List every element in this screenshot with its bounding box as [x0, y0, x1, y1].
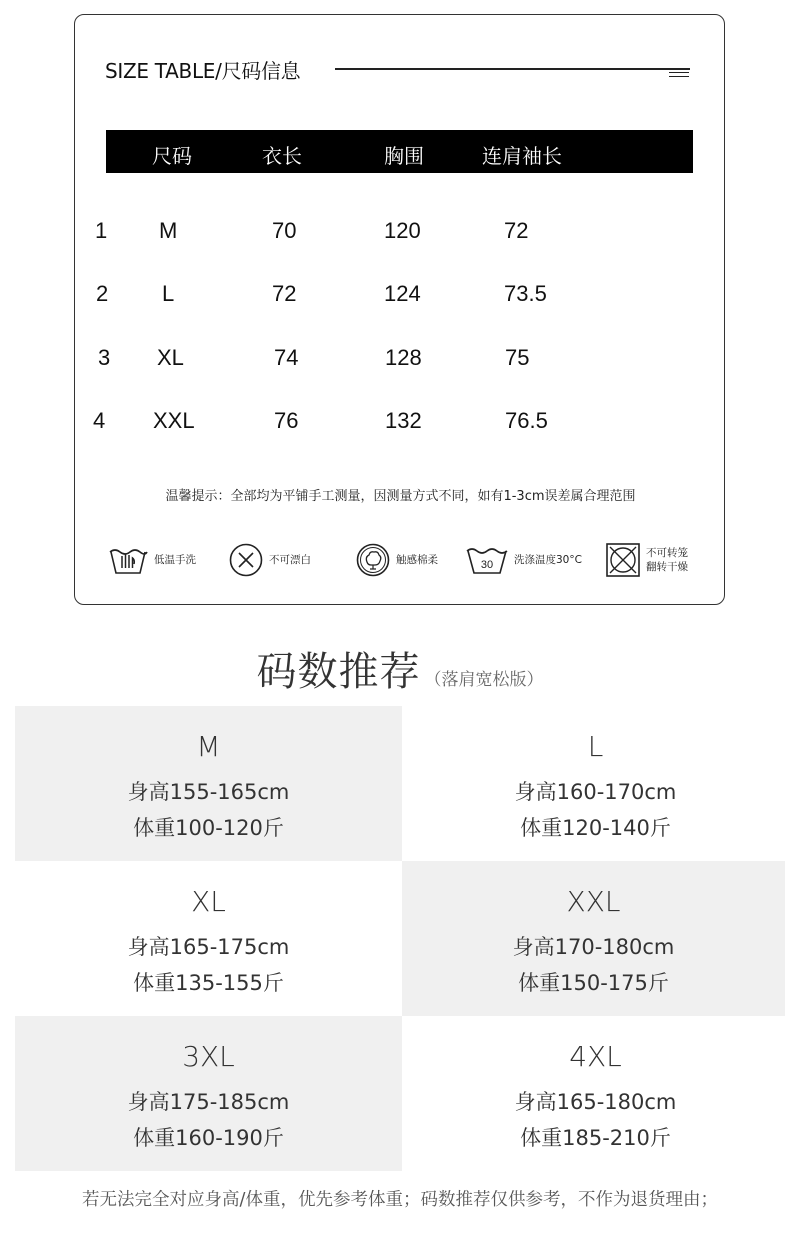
no-bleach-icon — [228, 542, 264, 578]
height-range: 身高165-175cm — [127, 935, 290, 959]
size-card-l — [402, 706, 789, 861]
size-table-title: SIZE TABLE/尺码信息 — [105, 59, 301, 83]
weight-range: 体重150-175斤 — [518, 971, 669, 995]
size-label: M — [196, 730, 221, 763]
table-header — [106, 130, 693, 173]
weight-range: 体重160-190斤 — [133, 1126, 284, 1150]
care-label: 洗涤温度30°C — [514, 554, 582, 566]
size-card-3xl — [15, 1016, 402, 1171]
size-label: XL — [191, 885, 226, 918]
recommendation-subtitle: （落肩宽松版） — [424, 670, 544, 690]
height-range: 身高170-180cm — [512, 935, 675, 959]
weight-range: 体重120-140斤 — [520, 816, 671, 840]
row-index: 2 — [96, 281, 109, 306]
header-length: 衣长 — [262, 144, 302, 168]
row-chest: 128 — [385, 345, 422, 370]
row-index: 4 — [93, 408, 106, 433]
size-card-xl — [15, 861, 402, 1016]
row-sleeve: 73.5 — [504, 281, 547, 306]
weight-range: 体重135-155斤 — [133, 971, 284, 995]
care-hand-wash — [107, 540, 196, 580]
table-row — [75, 218, 726, 258]
row-sleeve: 76.5 — [505, 408, 548, 433]
table-row — [75, 345, 726, 385]
care-instructions — [75, 540, 726, 580]
height-range: 身高155-165cm — [127, 780, 290, 804]
care-label: 不可漂白 — [269, 554, 311, 566]
size-label: XXL — [566, 885, 621, 918]
row-size: M — [159, 218, 178, 243]
table-row — [75, 408, 726, 448]
row-chest: 120 — [384, 218, 421, 243]
size-card-4xl — [402, 1016, 789, 1171]
title-divider — [335, 68, 690, 70]
wash-temp-badge: 30 — [480, 559, 494, 571]
row-index: 1 — [95, 218, 108, 243]
no-tumble-dry-icon — [605, 542, 641, 578]
care-no-tumble-dry — [605, 540, 688, 580]
header-size: 尺码 — [152, 144, 192, 168]
row-length: 74 — [274, 345, 299, 370]
row-chest: 124 — [384, 281, 421, 306]
size-card-xxl — [402, 861, 785, 1016]
size-card-m — [15, 706, 402, 861]
care-label-line2: 翻转干燥 — [646, 561, 688, 573]
row-sleeve: 75 — [505, 345, 530, 370]
care-cotton — [355, 540, 438, 580]
size-label: 4XL — [569, 1040, 622, 1073]
measurement-note: 温馨提示：全部均为平铺手工测量，因测量方式不同，如有1-3cm误差属合理范围 — [165, 489, 636, 504]
header-sleeve: 连肩袖长 — [482, 144, 562, 168]
height-range: 身高160-170cm — [514, 780, 677, 804]
row-index: 3 — [98, 345, 111, 370]
row-size: XXL — [153, 408, 195, 433]
care-label: 低温手洗 — [154, 554, 196, 566]
header-chest: 胸围 — [384, 144, 424, 168]
care-label-line1: 不可转笼 — [646, 547, 688, 559]
care-no-bleach — [228, 540, 311, 580]
row-chest: 132 — [385, 408, 422, 433]
row-size: XL — [157, 345, 184, 370]
row-sleeve: 72 — [504, 218, 529, 243]
care-label — [646, 546, 688, 574]
row-size: L — [162, 281, 175, 306]
recommendation-title — [0, 640, 800, 697]
care-label: 触感棉柔 — [396, 554, 438, 566]
size-table-card — [74, 14, 725, 605]
recommendation-disclaimer: 若无法完全对应身高/体重，优先参考体重；码数推荐仅供参考，不作为退货理由； — [82, 1190, 718, 1210]
row-length: 72 — [272, 281, 297, 306]
care-wash-30 — [465, 540, 582, 580]
row-length: 76 — [274, 408, 299, 433]
row-length: 70 — [272, 218, 297, 243]
height-range: 身高175-185cm — [127, 1090, 290, 1114]
recommendation-heading: 码数推荐 — [256, 649, 421, 695]
table-row — [75, 281, 726, 321]
hand-wash-icon — [107, 542, 149, 578]
cotton-icon — [355, 542, 391, 578]
title-divider-marks — [669, 72, 689, 80]
size-label: L — [587, 730, 604, 763]
size-label: 3XL — [182, 1040, 235, 1073]
height-range: 身高165-180cm — [514, 1090, 677, 1114]
weight-range: 体重185-210斤 — [520, 1126, 671, 1150]
wash-30-icon — [465, 542, 509, 578]
weight-range: 体重100-120斤 — [133, 816, 284, 840]
